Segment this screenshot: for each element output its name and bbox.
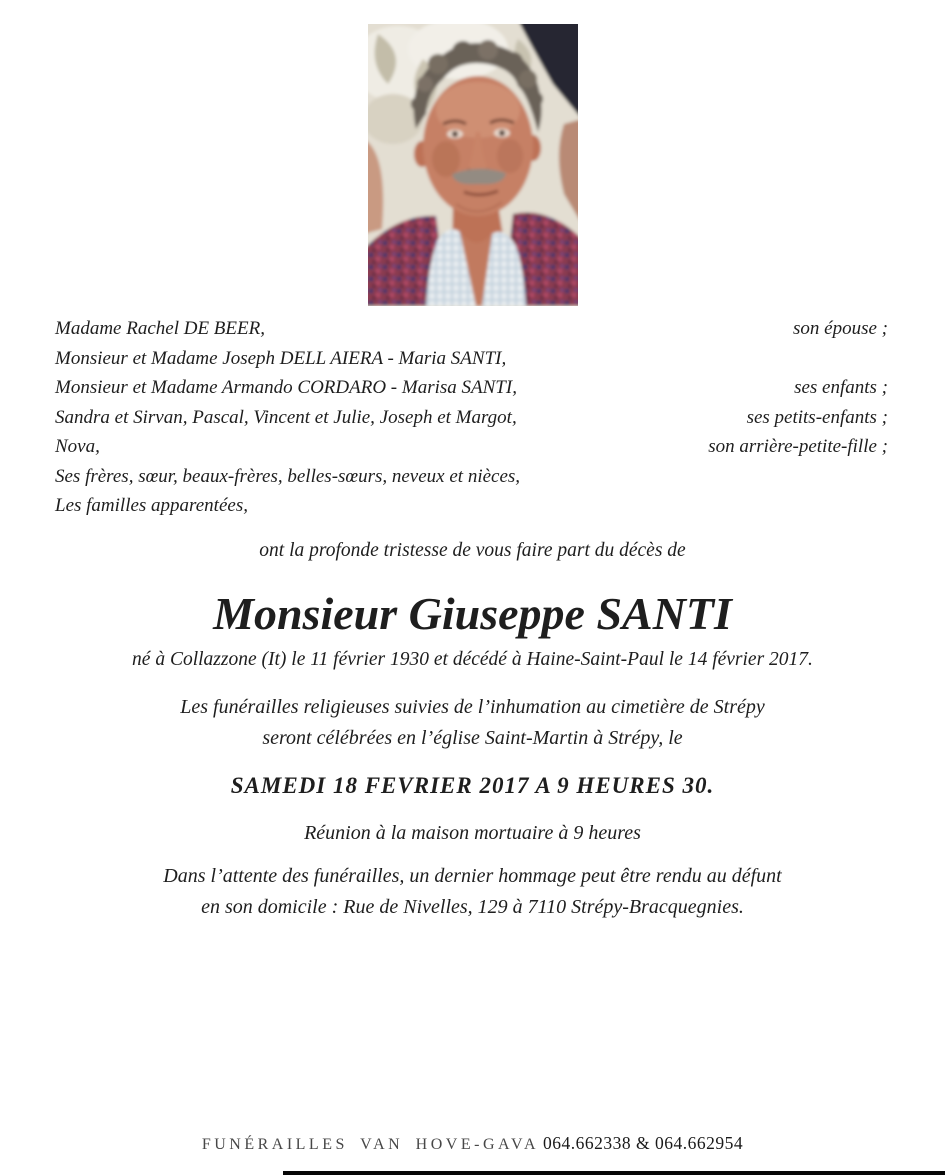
relationship-label: son épouse ; (793, 318, 888, 339)
family-row (55, 462, 888, 492)
deceased-name: Monsieur Giuseppe SANTI (213, 588, 732, 639)
family-members: Madame Rachel DE BEER, (55, 318, 265, 339)
announcement-line: ont la profonde tristesse de vous faire part du décès de (259, 540, 686, 561)
funeral-line-1: Les funérailles religieuses suivies de l’inhumation au cimetière de Strépy (180, 696, 765, 718)
homage-line-1: Dans l’attente des funérailles, un dernier hommage peut être rendu au défunt (163, 865, 782, 887)
family-row (55, 314, 888, 344)
family-row (55, 432, 888, 462)
footer-phone-numbers: 064.662338 & 064.662954 (543, 1133, 744, 1153)
portrait-photo-graphic (368, 24, 578, 306)
family-list (55, 314, 888, 521)
relationship-label: ses enfants ; (794, 377, 888, 398)
portrait-photo (368, 24, 578, 306)
relationship-label: ses petits-enfants ; (746, 406, 888, 428)
family-row (55, 491, 888, 521)
funeral-line-2: seront célébrées en l’église Saint-Martin à Strépy, le (262, 727, 683, 749)
funeral-home-name: FUNÉRAILLES VAN HOVE-GAVA (201, 1136, 540, 1153)
family-members: Monsieur et Madame Joseph DELL AIERA - Maria SANTI, (55, 347, 507, 369)
relationship-label: son arrière-petite-fille ; (708, 436, 888, 457)
meeting-line: Réunion à la maison mortuaire à 9 heures (304, 822, 641, 844)
family-row (55, 344, 888, 374)
bottom-scan-edge (283, 1171, 945, 1175)
family-members: Monsieur et Madame Armando CORDARO - Marisa SANTI, (55, 377, 517, 398)
funeral-details (0, 692, 945, 754)
funeral-datetime: SAMEDI 18 FEVRIER 2017 A 9 HEURES 30. (230, 773, 715, 798)
homage-line-2: en son domicile : Rue de Nivelles, 129 à 7110 Strépy-Bracquegnies. (201, 895, 744, 918)
homage-block (0, 861, 945, 922)
family-members: Nova, (55, 436, 100, 457)
family-members: Les familles apparentées, (55, 495, 248, 516)
life-dates: né à Collazzone (It) le 11 février 1930 et décédé à Haine-Saint-Paul le 14 février 2017. (132, 649, 813, 670)
family-members: Sandra et Sirvan, Pascal, Vincent et Julie, Joseph et Margot, (55, 406, 517, 428)
family-row (55, 373, 888, 403)
footer (0, 1131, 945, 1157)
family-row (55, 403, 888, 433)
family-members: Ses frères, sœur, beaux-frères, belles-sœurs, neveux et nièces, (55, 465, 521, 487)
